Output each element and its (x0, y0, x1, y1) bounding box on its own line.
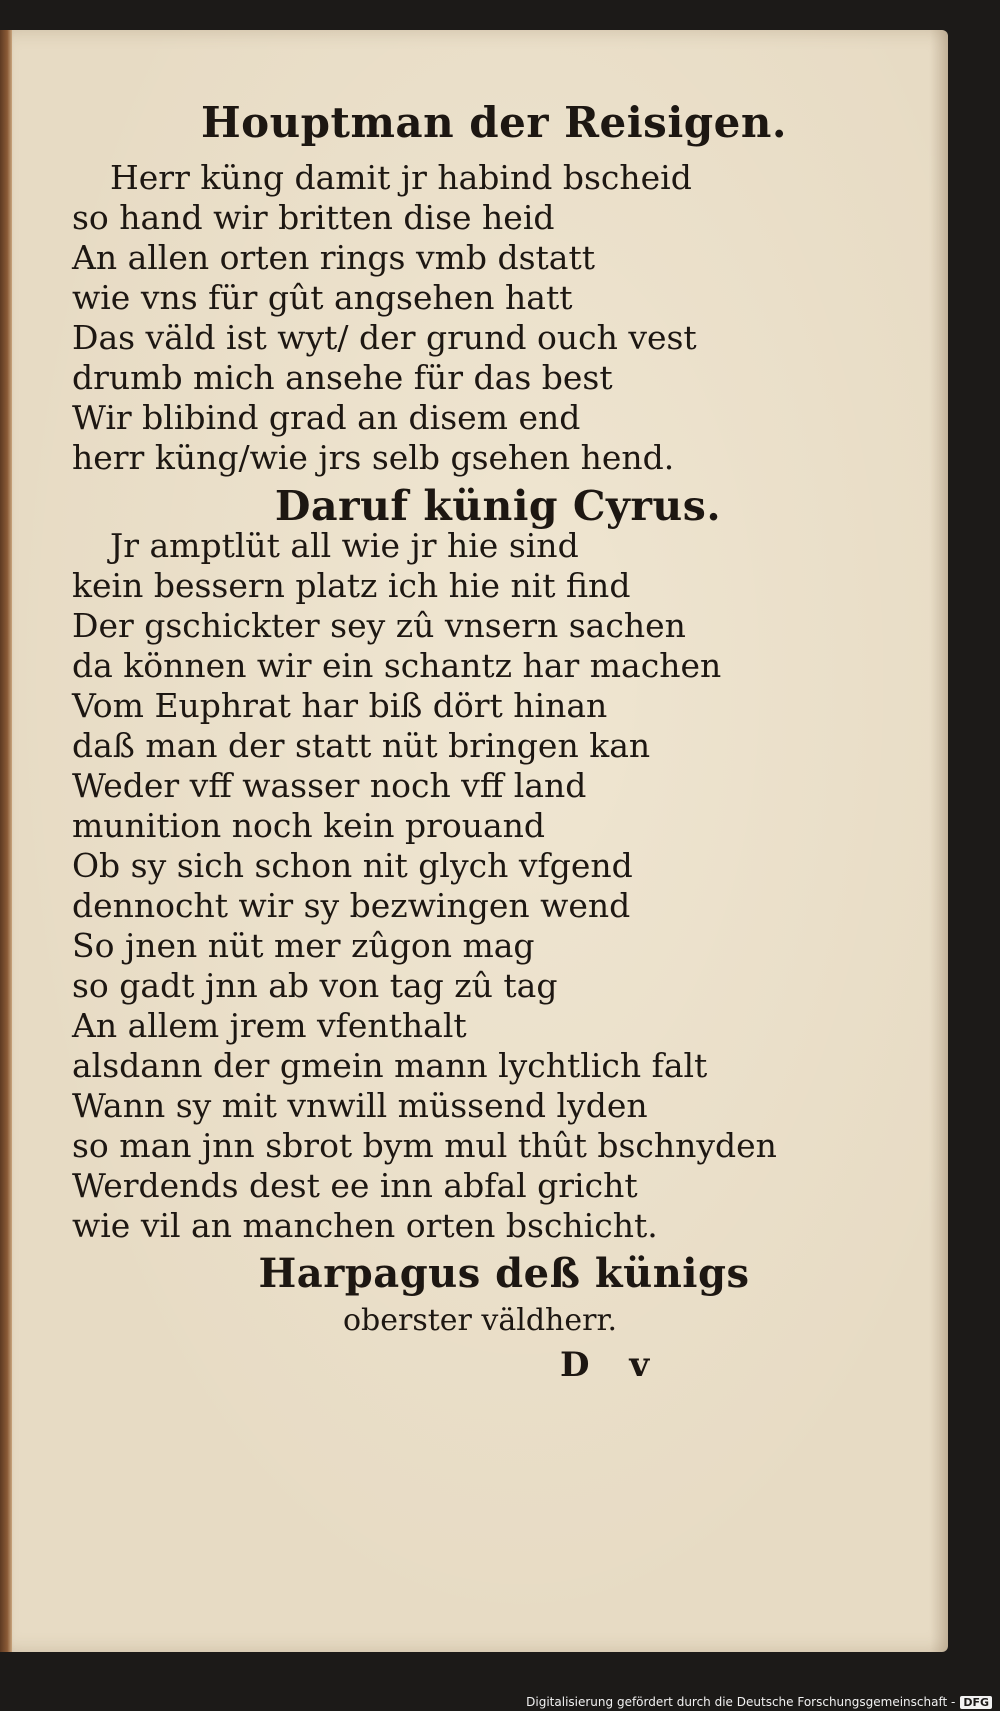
signature-mark: D v (560, 1345, 664, 1385)
verse-line: Herr küng damit jr habind bscheid (110, 158, 692, 197)
verse-line: Wir blibind grad an disem end (72, 398, 581, 437)
speaker-heading-harpagus: Harpagus deß künigs (258, 1250, 750, 1297)
verse-line: herr küng/wie jrs selb gsehen hend. (72, 438, 675, 477)
verse-line: Der gschickter sey zû vnsern sachen (72, 606, 686, 645)
digitization-credit (526, 1695, 992, 1709)
digitization-credit-text: Digitalisierung gefördert durch die Deutsche Forschungsgemeinschaft - (526, 1695, 956, 1709)
verse-line: daß man der statt nüt bringen kan (72, 726, 651, 765)
verse-block-1 (72, 158, 792, 478)
verse-line: Werdends dest ee inn abfal gricht (72, 1166, 638, 1205)
book-spine-edge (0, 30, 12, 1652)
verse-line: So jnen nüt mer zûgon mag (72, 926, 535, 965)
dfg-logo: DFG (960, 1696, 992, 1709)
verse-line: An allem jrem vfenthalt (72, 1006, 467, 1045)
verse-line: Wann sy mit vnwill müssend lyden (72, 1086, 648, 1125)
speaker-heading-cyrus: Daruf künig Cyrus. (274, 482, 722, 530)
verse-line: munition noch kein prouand (72, 806, 546, 845)
verse-line: Ob sy sich schon nit glych vfgend (72, 846, 633, 885)
verse-line: An allen orten rings vmb dstatt (72, 238, 596, 277)
verse-line: wie vil an manchen orten bschicht. (72, 1206, 658, 1245)
verse-line: Weder vff wasser noch vff land (72, 766, 587, 805)
verse-line: kein bessern platz ich hie nit find (72, 566, 631, 605)
verse-line: Vom Euphrat har biß dört hinan (72, 686, 608, 725)
verse-line: Jr amptlüt all wie jr hie sind (110, 526, 579, 565)
verse-line: so man jnn sbrot bym mul thût bschnyden (72, 1126, 777, 1165)
verse-line: alsdann der gmein mann lychtlich falt (72, 1046, 708, 1085)
verse-line: drumb mich ansehe für das best (72, 358, 613, 397)
verse-block-2 (72, 526, 792, 1246)
verse-line: so hand wir britten dise heid (72, 198, 555, 237)
speaker-heading-harpagus-title: oberster väldherr. (342, 1303, 618, 1338)
speaker-heading-houptman: Houptman der Reisigen. (200, 98, 788, 147)
verse-line: so gadt jnn ab von tag zû tag (72, 966, 558, 1005)
verse-line: Das väld ist wyt/ der grund ouch vest (72, 318, 697, 357)
verse-line: wie vns für gût angsehen hatt (72, 278, 573, 317)
verse-line: da können wir ein schantz har machen (72, 646, 722, 685)
verse-line: dennocht wir sy bezwingen wend (72, 886, 631, 925)
